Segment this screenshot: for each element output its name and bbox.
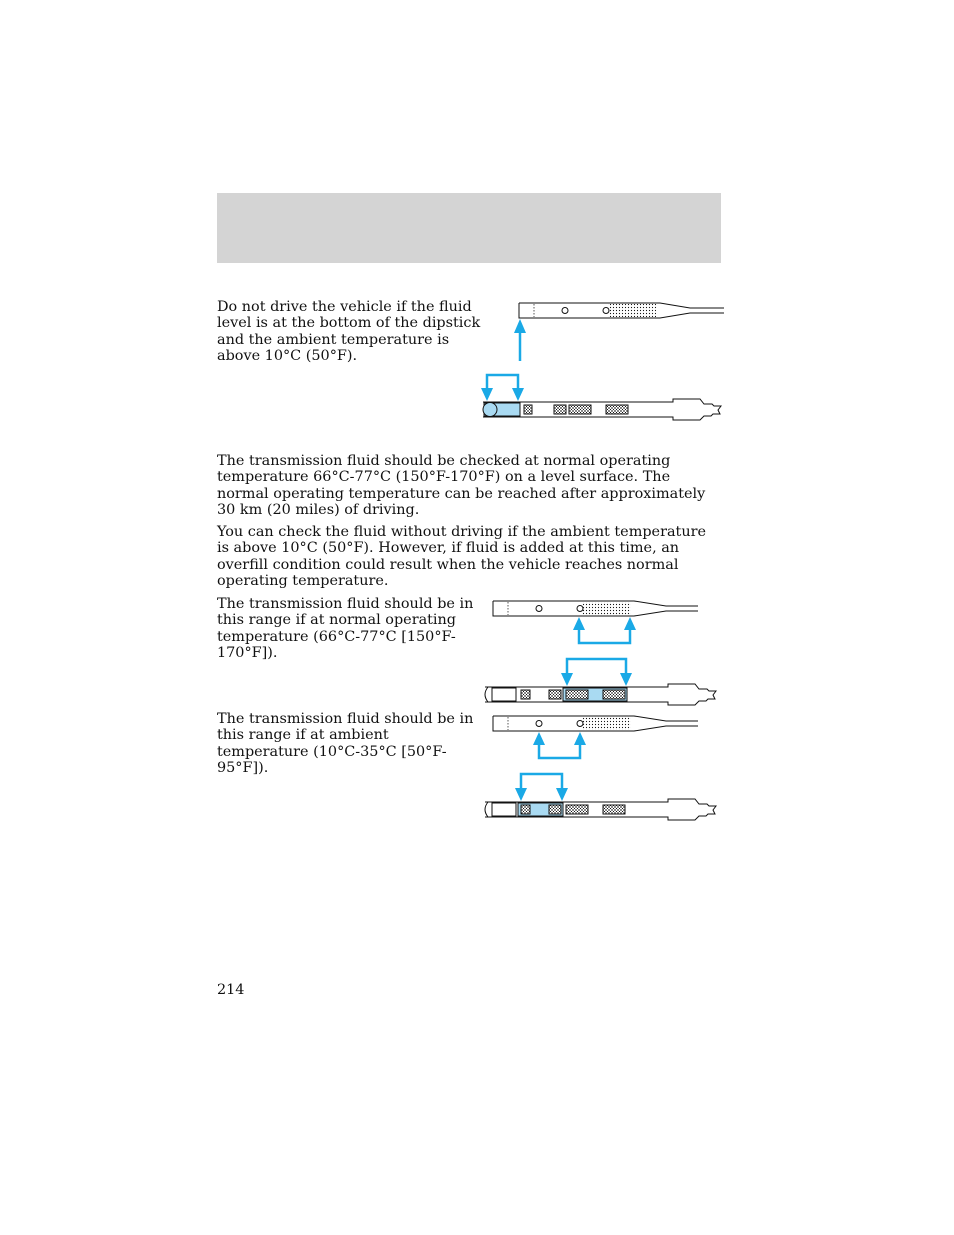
paragraph-low-level-warning: Do not drive the vehicle if the fluid level is at the bottom of the dipstick and the ambient temperature is above 10°C (50°F). — [217, 299, 481, 364]
lower-dipstick-tube — [485, 684, 716, 705]
level-arrows — [481, 319, 526, 401]
upper-dipstick-blade — [493, 716, 698, 731]
range-arrows — [515, 732, 586, 801]
paragraph-check-temperature: The transmission fluid should be checked at normal operating temperature 66°C-77°C (150°F-170°F) on a level surface. The normal operating temperature can be reached after approximately 30 km (20 miles) of driving. — [217, 453, 706, 518]
page-number: 214 — [217, 982, 245, 998]
upper-dipstick-blade — [493, 601, 698, 616]
dipstick-figure-low-level — [478, 295, 730, 425]
range-arrows — [561, 617, 636, 686]
paragraph-ambient-check: You can check the fluid without driving if the ambient temperature is above 10°C (50°F). However, if fluid is added at this time, an overfill condition could result when the vehicle reaches normal operating temperature. — [217, 524, 706, 589]
lower-dipstick-tube — [485, 799, 716, 820]
dipstick-figure-normal-range — [476, 596, 728, 708]
section-header-band — [217, 193, 721, 263]
upper-dipstick-blade — [519, 303, 724, 318]
paragraph-normal-range: The transmission fluid should be in this range if at normal operating temperature (66°C-77°C [150°F-170°F]). — [217, 596, 474, 661]
lower-dipstick-tube — [483, 399, 721, 420]
paragraph-ambient-range: The transmission fluid should be in this range if at ambient temperature (10°C-35°C [50°F-95°F]). — [217, 711, 474, 776]
dipstick-figure-ambient-range — [476, 711, 728, 823]
